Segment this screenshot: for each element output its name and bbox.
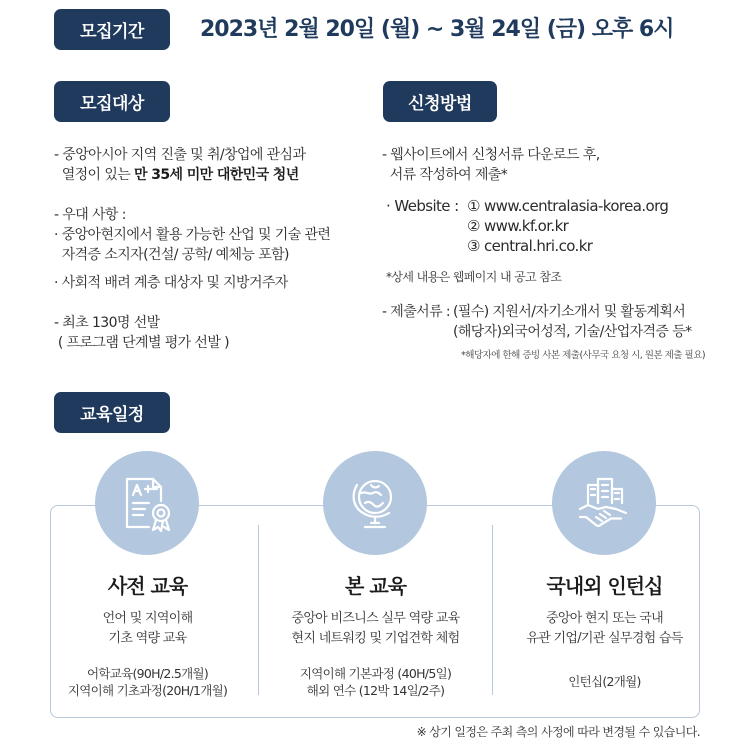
- docs-list: [453, 302, 692, 342]
- schedule-footnote: ※ 상기 일정은 주최 측의 사정에 따라 변경될 수 있습니다.: [416, 725, 700, 739]
- select-line2: ( 프로그램 단계별 평가 선발 ): [54, 335, 229, 351]
- target-content: [54, 145, 330, 353]
- column-sub-2: 유관 기업/기관 실무경험 습득: [526, 631, 683, 646]
- column-title: 사전 교육: [107, 574, 188, 598]
- apply-note: *상세 내용은 웹페이지 내 공고 참조: [386, 270, 562, 284]
- column-details: [496, 673, 713, 690]
- target-label: 모집대상: [54, 81, 170, 122]
- pref-title: - 우대 사항 :: [54, 207, 126, 223]
- period-label: 모집기간: [54, 9, 170, 50]
- globe-icon: [345, 473, 405, 533]
- site-link-1[interactable]: ① www.centralasia-korea.org: [467, 197, 669, 215]
- column-details: [267, 665, 484, 699]
- column-detail-1: 지역이해 기본과정 (40H/5일): [299, 666, 452, 681]
- site-link-3[interactable]: ③ central.hri.co.kr: [467, 237, 593, 255]
- docs-label: - 제출서류 :: [382, 304, 450, 320]
- docs-note: *해당자에 한해 증빙 사본 제출(사무국 요청 시, 원본 제출 필요): [461, 350, 706, 361]
- apply-label: 신청방법: [383, 81, 497, 122]
- column-detail-1: 인턴십(2개월): [568, 674, 641, 689]
- pref2: · 사회적 배려 계층 대상자 및 지방거주자: [54, 275, 288, 291]
- certificate-icon: [117, 473, 177, 533]
- handshake-icon: [574, 473, 634, 533]
- column-sub-1: 중앙아 비즈니스 실무 역량 교육: [291, 611, 460, 626]
- docs-required: (필수) 지원서/자기소개서 및 활동계획서: [453, 304, 686, 320]
- website-list: [467, 196, 668, 256]
- globe-icon-circle: [323, 451, 427, 555]
- website-label: · Website :: [386, 197, 459, 215]
- docs-optional: (해당자)외국어성적, 기술/산업자격증 등*: [453, 324, 692, 340]
- column-divider-1: [258, 525, 259, 695]
- schedule-label: 교육일정: [54, 392, 170, 433]
- column-sub-1: 중앙아 현지 또는 국내: [545, 611, 664, 626]
- apply-line1: - 웹사이트에서 신청서류 다운로드 후,: [382, 147, 600, 163]
- pref1-b: 자격증 소지자(건설/ 공학/ 예체능 포함): [54, 247, 289, 263]
- column-detail-1: 어학교육(90H/2.5개월): [86, 666, 209, 681]
- pref1-a: · 중앙아현지에서 활용 가능한 산업 및 기술 관련: [54, 227, 331, 243]
- column-sub-2: 현지 네트워킹 및 기업견학 체험: [291, 631, 460, 646]
- column-divider-2: [492, 525, 493, 695]
- column-detail-2: 지역이해 기초과정(20H/1개월): [67, 683, 228, 698]
- target-line2: [54, 165, 330, 185]
- schedule-column-main: [267, 570, 484, 699]
- column-detail-2: 해외 연수 (12박 14일/2주): [306, 683, 445, 698]
- target-line2-pre: 열정이 있는: [54, 167, 135, 183]
- schedule-column-intern: [496, 570, 713, 690]
- period-text: 2023년 2월 20일 (월) ~ 3월 24일 (금) 오후 6시: [200, 17, 674, 42]
- site-link-2[interactable]: ② www.kf.or.kr: [467, 217, 569, 235]
- select-line1: - 최초 130명 선발: [54, 315, 160, 331]
- column-sub-2: 기초 역량 교육: [108, 631, 187, 646]
- column-title: 국내외 인턴십: [546, 574, 663, 598]
- apply-content: [382, 145, 600, 185]
- apply-line2: 서류 작성하여 제출*: [382, 167, 508, 183]
- column-details: [39, 665, 256, 699]
- certificate-icon-circle: [95, 451, 199, 555]
- target-line1: - 중앙아시아 지역 진출 및 취/창업에 관심과: [54, 147, 306, 163]
- handshake-icon-circle: [552, 451, 656, 555]
- column-sub-1: 언어 및 지역이해: [102, 611, 193, 626]
- target-age: 만 35세 미만 대한민국 청년: [134, 167, 299, 183]
- column-title: 본 교육: [345, 574, 406, 598]
- schedule-column-pre: [39, 570, 256, 699]
